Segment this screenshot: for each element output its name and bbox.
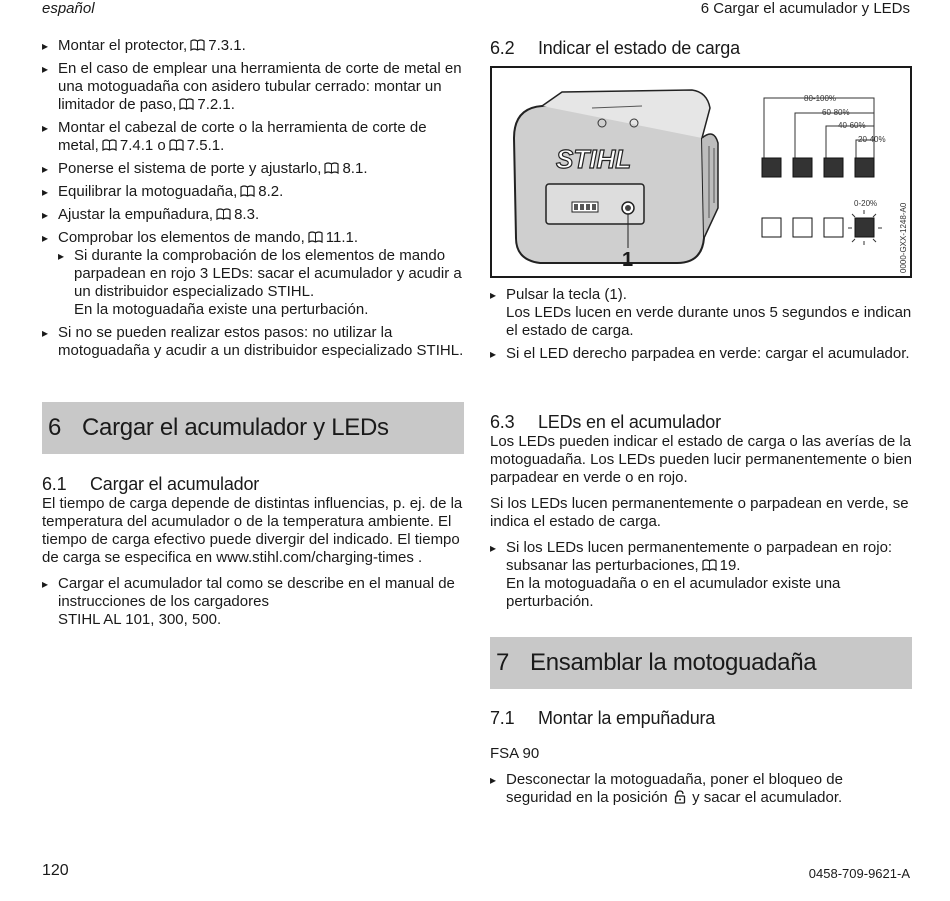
level-label-low: 0-20% — [854, 199, 878, 208]
led-lit — [762, 158, 781, 177]
chapter-heading-7: 7 Ensamblar la motoguadaña — [490, 637, 912, 689]
bullet-list — [490, 539, 912, 611]
section-heading: 6.3 LEDs en el acumulador — [490, 412, 721, 432]
header-language: español — [42, 0, 95, 17]
paragraph: El tiempo de carga depende de distintas influencias, p. ej. de la temperatura del acumulador o de la temperatura ambiente. El tiempo de carga efectivo puede divergir del indicado. El tiempo de carga se especifica en www.stihl.com/charging-times . — [42, 495, 463, 566]
book-reference-icon — [240, 184, 255, 196]
led-off — [762, 218, 781, 237]
paragraph: Si los LEDs lucen permanentemente o parpadean en verde, se indica el estado de carga. — [490, 495, 909, 530]
paragraph: Los LEDs pueden indicar el estado de carga o las averías de la motoguadaña. Los LEDs pueden lucir permanentemente o bien parpadear en verde o en rojo. — [490, 433, 912, 486]
left-column — [42, 37, 464, 628]
list-item: ▸ Comprobar los elementos de mando, 11.1. ▸ Si durante la comprobación de los elementos de mando parpadean en rojo 3 LEDs: sacar el acumulador y acudir a un distribuidor especializado STIHL. En la motoguadaña existe una perturbación. — [42, 229, 464, 319]
list-item: ▸ Cargar el acumulador tal como se describe en el manual de instrucciones de los cargadores STIHL AL 101, 300, 500. — [42, 575, 464, 629]
battery-led-figure — [490, 66, 912, 278]
figure-code: 0000-GXX-1248-A0 — [899, 202, 908, 273]
bullet-list — [490, 286, 912, 363]
led-off — [793, 218, 812, 237]
list-item: ▸ Si los LEDs lucen permanentemente o parpadean en rojo: subsanar las perturbaciones, 19. En la motoguadaña o en el acumulador existe una perturbación. — [490, 539, 912, 611]
book-reference-icon — [102, 138, 117, 150]
led-lit — [824, 158, 843, 177]
right-column — [490, 37, 912, 806]
led-blinking — [855, 218, 874, 237]
book-reference-icon — [308, 230, 323, 242]
model-label: FSA 90 — [490, 745, 540, 762]
book-reference-icon — [216, 207, 231, 219]
led-lit — [793, 158, 812, 177]
padlock-open-icon — [674, 790, 686, 804]
list-item: ▸ Pulsar la tecla (1). Los LEDs lucen en verde durante unos 5 segundos e indican el estado de carga. — [490, 286, 912, 340]
left-bullet-list — [42, 37, 464, 360]
header-chapter: 6 Cargar el acumulador y LEDs — [700, 0, 910, 17]
book-reference-icon — [702, 558, 717, 570]
book-reference-icon — [324, 161, 339, 173]
list-item: ▸ Montar el cabezal de corte o la herramienta de corte de metal, 7.4.1 o 7.5.1. — [42, 119, 464, 155]
chapter-heading-6: 6 Cargar el acumulador y LEDs — [42, 402, 464, 454]
led-lit — [855, 158, 874, 177]
page-number: 120 — [42, 862, 69, 879]
section-heading: 6.1 Cargar el acumulador — [42, 474, 260, 494]
document-code: 0458-709-9621-A — [808, 866, 910, 881]
list-item: ▸ Montar el protector, 7.3.1. — [42, 37, 464, 55]
section-6-3 — [490, 411, 912, 616]
led-off — [824, 218, 843, 237]
sub-bullet-list — [58, 247, 464, 319]
list-item: ▸ Si no se pueden realizar estos pasos: no utilizar la motoguadaña y acudir a un distribuidor especializado STIHL. — [42, 324, 464, 360]
section-7-1 — [490, 707, 912, 812]
callout-number: 1 — [622, 249, 634, 271]
book-reference-icon — [190, 38, 205, 50]
list-item: ▸ Ajustar la empuñadura, 8.3. — [42, 206, 464, 224]
bullet-list — [42, 575, 464, 629]
list-item: ▸ En el caso de emplear una herramienta de corte de metal en una motoguadaña con asidero tubular cerrado: montar un limitador de paso, 7.2.1. — [42, 60, 464, 114]
list-item: ▸ Desconectar la motoguadaña, poner el bloqueo de seguridad en la posición y sacar el acumulador. — [490, 771, 912, 807]
section-6-1 — [42, 473, 464, 634]
brand-logo: STIHL — [556, 144, 632, 174]
book-reference-icon — [169, 138, 184, 150]
list-item: ▸ Si el LED derecho parpadea en verde: cargar el acumulador. — [490, 345, 912, 363]
list-item: ▸ Ponerse el sistema de porte y ajustarlo, 8.1. — [42, 160, 464, 178]
bullet-list — [490, 771, 912, 807]
list-item: ▸ Equilibrar la motoguadaña, 8.2. — [42, 183, 464, 201]
level-label: 20-40% — [858, 135, 886, 144]
level-label: 40-60% — [838, 121, 866, 130]
level-label: 60-80% — [822, 108, 850, 117]
book-reference-icon — [179, 97, 194, 109]
section-heading: 7.1 Montar la empuñadura — [490, 708, 716, 728]
battery-illustration — [492, 68, 910, 276]
section-heading: 6.2 Indicar el estado de carga — [490, 38, 740, 58]
list-item: ▸ Si durante la comprobación de los elementos de mando parpadean en rojo 3 LEDs: sacar el acumulador y acudir a un distribuidor especializado STIHL. En la motoguadaña existe una perturbación. — [58, 247, 464, 319]
level-label: 80-100% — [804, 94, 837, 103]
